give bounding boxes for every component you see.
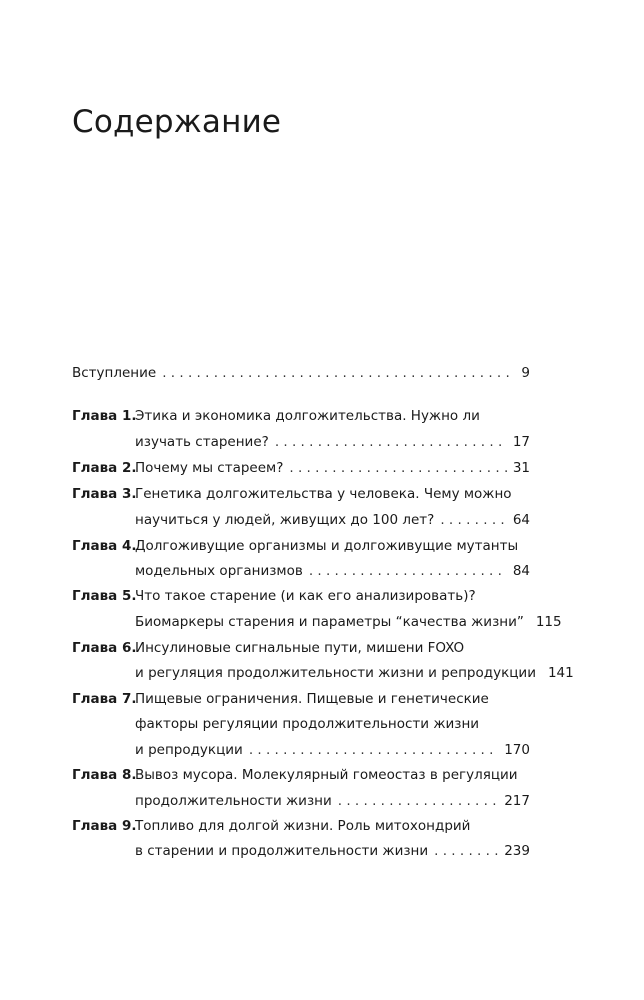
- chapter-label: Глава 7.: [72, 691, 137, 707]
- toc-entry-chapter-4-cont[interactable]: [135, 561, 530, 581]
- toc-entry-title: Вступление: [72, 365, 157, 381]
- chapter-label: Глава 8.: [72, 767, 137, 783]
- chapter-label: Глава 3.: [72, 486, 137, 502]
- toc-entry-title: Что такое старение (и как его анализировать)?: [135, 588, 476, 604]
- toc-entry-title: Вывоз мусора. Молекулярный гомеостаз в регуляции: [135, 767, 518, 783]
- toc-entry-chapter-9[interactable]: [135, 816, 530, 836]
- toc-entry-title: научиться у людей, живущих до 100 лет?: [135, 512, 435, 528]
- toc-entry-chapter-9-cont[interactable]: [135, 841, 530, 861]
- toc-page-number: 217: [504, 793, 530, 809]
- chapter-label: Глава 1.: [72, 408, 137, 424]
- toc-entry-chapter-6[interactable]: [135, 638, 530, 658]
- toc-page-number: 17: [512, 434, 530, 450]
- chapter-label: Глава 4.: [72, 538, 137, 554]
- toc-entry-title: Инсулиновые сигнальные пути, мишени FOXO: [135, 640, 465, 656]
- chapter-label: Глава 9.: [72, 818, 137, 834]
- toc-page-number: 170: [504, 742, 530, 758]
- toc-entry-chapter-7-cont[interactable]: [135, 714, 530, 734]
- toc-entry-title: Генетика долгожительства у человека. Чему можно: [135, 486, 512, 502]
- toc-entry-title: Пищевые ограничения. Пищевые и генетические: [135, 691, 489, 707]
- dot-leader: [440, 510, 506, 530]
- dot-leader: [275, 432, 507, 452]
- toc-entry-chapter-6-cont[interactable]: [135, 663, 574, 683]
- toc-entry-chapter-8-cont[interactable]: [135, 791, 530, 811]
- toc-page-number: 141: [547, 665, 574, 681]
- toc-entry-title: факторы регуляции продолжительности жизни: [135, 716, 480, 732]
- toc-entry-chapter-8[interactable]: [135, 765, 530, 785]
- toc-entry-chapter-2[interactable]: [135, 458, 530, 478]
- toc-entry-title: продолжительности жизни: [135, 793, 332, 809]
- toc-entry-title: Почему мы стареем?: [135, 460, 284, 476]
- toc-entry-title: Этика и экономика долгожительства. Нужно ли: [135, 408, 480, 424]
- toc-entry-chapter-4[interactable]: [135, 536, 530, 556]
- toc-entry-title: и регуляция продолжительности жизни и репродукции: [135, 665, 536, 681]
- toc-page-number: 31: [512, 460, 530, 476]
- dot-leader: [162, 363, 515, 383]
- toc-page-number: 239: [504, 843, 530, 859]
- toc-entry-chapter-7[interactable]: [135, 689, 530, 709]
- dot-leader: [338, 791, 498, 811]
- dot-leader: [249, 740, 498, 760]
- toc-entry-title: Долгоживущие организмы и долгоживущие мутанты: [135, 538, 519, 554]
- chapter-label: Глава 2.: [72, 460, 137, 476]
- dot-leader: [434, 841, 498, 861]
- toc-entry-intro[interactable]: [72, 363, 530, 383]
- toc-entry-chapter-1[interactable]: [135, 406, 530, 426]
- dot-leader: [289, 458, 506, 478]
- toc-entry-title: и репродукции: [135, 742, 243, 758]
- chapter-label: Глава 5.: [72, 588, 137, 604]
- toc-entry-chapter-5[interactable]: [135, 586, 530, 606]
- toc-entry-chapter-3[interactable]: [135, 484, 530, 504]
- toc-entry-title: изучать старение?: [135, 434, 269, 450]
- toc-page-number: 9: [521, 365, 530, 381]
- toc-entry-title: модельных организмов: [135, 563, 303, 579]
- toc-entry-chapter-5-cont[interactable]: [135, 612, 562, 632]
- toc-entry-chapter-7-cont-2[interactable]: [135, 740, 530, 760]
- toc-entry-chapter-1-cont[interactable]: [135, 432, 530, 452]
- page-title: Содержание: [72, 104, 282, 140]
- toc-entry-title: Топливо для долгой жизни. Роль митохондрий: [135, 818, 471, 834]
- chapter-label: Глава 6.: [72, 640, 137, 656]
- toc-entry-title: в старении и продолжительности жизни: [135, 843, 429, 859]
- toc-entry-chapter-3-cont[interactable]: [135, 510, 530, 530]
- toc-entry-title: Биомаркеры старения и параметры “качества жизни”: [135, 614, 524, 630]
- dot-leader: [309, 561, 507, 581]
- toc-page-number: 84: [512, 563, 530, 579]
- toc-page-number: 64: [512, 512, 530, 528]
- toc-page-number: 115: [535, 614, 562, 630]
